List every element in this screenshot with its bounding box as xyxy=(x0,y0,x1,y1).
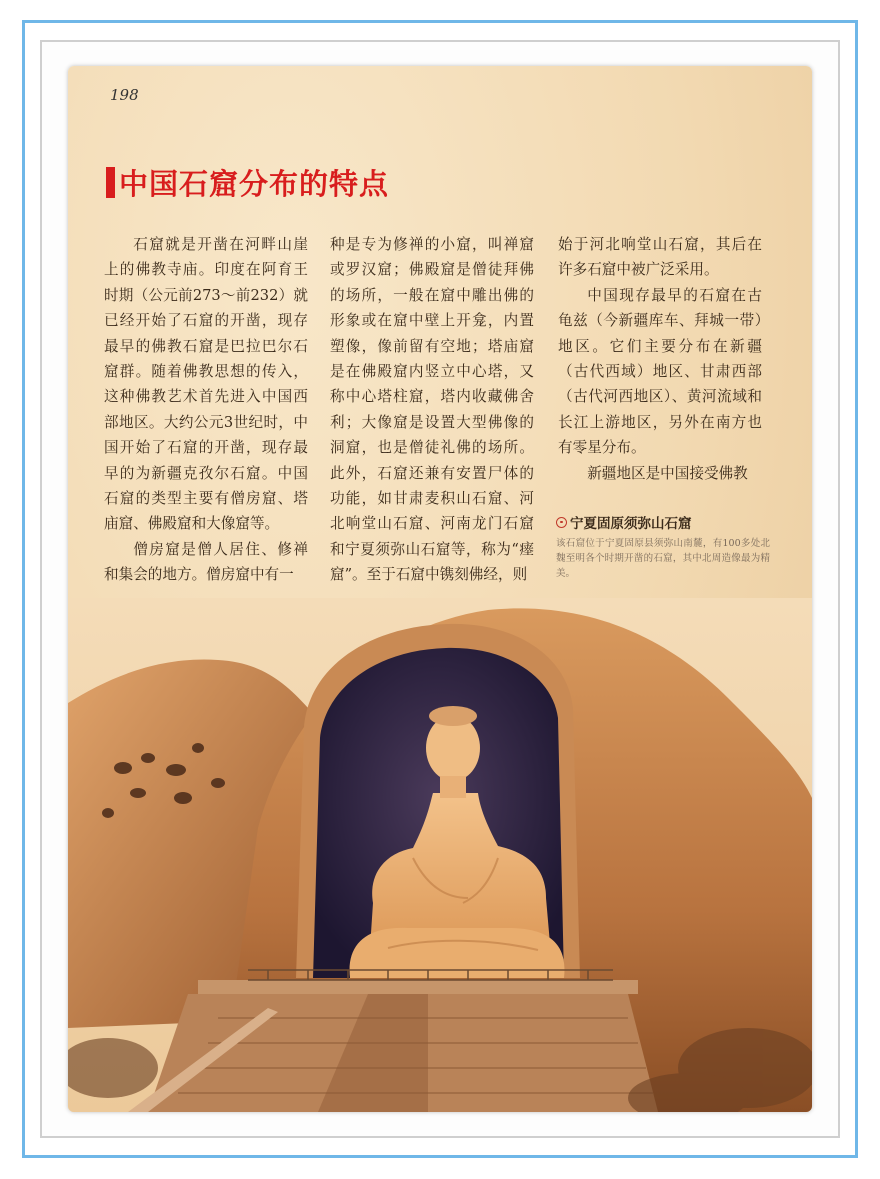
paragraph: 石窟就是开凿在河畔山崖上的佛教寺庙。印度在阿育王时期（公元前273～前232）就已经开始了石窟的开凿，现存最早的佛教石窟是巴拉巴尔石窟群。随着佛教思想的传入，这种佛教艺术首先进入中国西部地区。大约公元3世纪时，中国开始了石窟的开凿，现存最早的为新疆克孜尔石窟。中国石窟的类型主要有僧房窟、塔庙窟、佛殿窟和大像窟等。 xyxy=(104,236,308,533)
text-column-1 xyxy=(104,232,308,588)
buddha-cliff-photo xyxy=(68,598,812,1112)
paragraph: 新疆地区是中国接受佛教 xyxy=(587,464,748,482)
photo-caption xyxy=(556,512,770,581)
paragraph: 僧房窟是僧人居住、修禅和集会的地方。僧房窟中有一 xyxy=(104,540,308,584)
book-page xyxy=(68,66,812,1112)
text-column-3 xyxy=(558,232,762,486)
paragraph: 中国现存最早的石窟在古龟兹（今新疆库车、拜城一带）地区。它们主要分布在新疆（古代西域）地区、甘肃西部（古代河西地区）、黄河流域和长江上游地区，另外在南方也有零星分布。 xyxy=(558,286,762,457)
bullet-circle-icon xyxy=(556,517,567,528)
page-title xyxy=(106,162,389,203)
title-marker-bar xyxy=(106,167,115,198)
caption-title-text: 宁夏固原须弥山石窟 xyxy=(570,516,692,532)
paragraph: 始于河北响堂山石窟，其后在许多石窟中被广泛采用。 xyxy=(558,236,762,279)
page-title-text: 中国石窟分布的特点 xyxy=(119,167,390,201)
text-column-2 xyxy=(330,232,534,588)
page-number: 198 xyxy=(110,86,139,104)
caption-text: 该石窟位于宁夏固原县须弥山南麓，有100多处北魏至明各个时期开凿的石窟，其中北周造像最为精美。 xyxy=(556,538,770,579)
paragraph: 种是专为修禅的小窟，叫禅窟或罗汉窟；佛殿窟是僧徒拜佛的场所，一般在窟中雕出佛的形象或在窟中壁上开龛，内置塑像，像前留有空地；塔庙窟是在佛殿窟内竖立中心塔，又称中心塔柱窟，塔内收藏佛舍利；大像窟是设置大型佛像的洞窟，也是僧徒礼佛的场所。此外，石窟还兼有安置尸体的功能，如甘肃麦积山石窟、河北响堂山石窟、河南龙门石窟和宁夏须弥山石窟等，称为“瘗窟”。至于石窟中镌刻佛经，则 xyxy=(330,236,534,584)
caption-title xyxy=(556,512,770,532)
